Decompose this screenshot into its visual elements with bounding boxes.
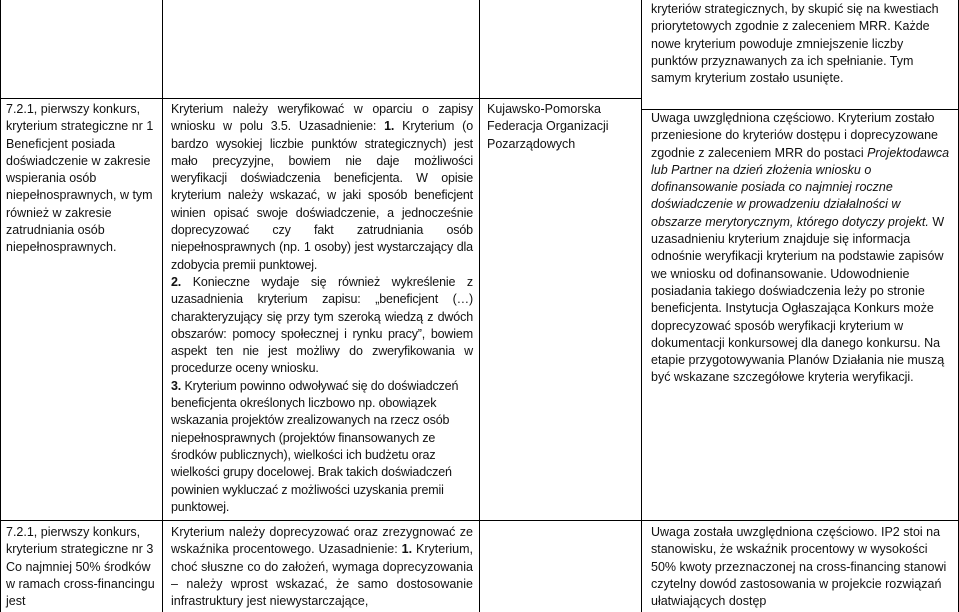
criterion-text: 7.2.1, pierwszy konkurs, kryterium strategiczne nr 1 Beneficjent posiada doświadczenie w zakresie wspierania osób niepełnosprawnych, w tym również w zakresie zatrudniania osób niepełnosprawnych. [6, 102, 154, 255]
remark-text: Kryterium (o bardzo wysokiej liczbie punktów strategicznych) jest mało precyzyjne, bowiem nie daje możliwości weryfikacji doświadczenia beneficjenta. W opisie kryterium należy wskazać, w jaki sposób beneficjent winien opisać swoje doświadczenie, a jednocześnie doprecyzować czy fakt zatrudniania osób niepełnosprawnych (np. 1 osoby) jest wystarczający dla zdobycia premii punktowej. [171, 119, 473, 272]
response-quote: Projektodawca lub Partner na dzień złożenia wniosku o dofinansowanie posiada co najmniej roczne doświadczenie w prowadzeniu działalności w obszarze merytorycznym, którego dotyczy projekt. [651, 145, 950, 229]
criterion-cell [6, 524, 158, 610]
response-cell-continued [651, 1, 953, 87]
remark-paragraph [171, 524, 473, 610]
remark-intro: Kryterium należy weryfikować w oparciu o zapisy wniosku w polu 3.5. Uzasadnienie: [171, 102, 473, 134]
remark-number: 2. [171, 274, 182, 289]
response-cell [651, 524, 953, 610]
response-text: kryteriów strategicznych, by skupić się na kwestiach priorytetowych zgodnie z zaleceniem MRR. Każde nowe kryterium powoduje zmniejszenie liczby punktów przyznawanych za ich spełnianie. Tym samym kryterium zostało usunięte. [651, 2, 939, 86]
remark-intro: Kryterium należy doprecyzować oraz zrezygnować ze wskaźnika procentowego. Uzasadnienie: [171, 525, 473, 557]
remark-paragraph [171, 101, 473, 274]
remark-number: 1. [401, 542, 413, 557]
criterion-cell [6, 101, 158, 257]
response-text: Uwaga uwzględniona częściowo. Kryterium zostało przeniesione do kryteriów dostępu i doprecyzowane zgodnie z zaleceniem MRR do postaci [651, 111, 938, 160]
remark-text: Kryterium powinno odwoływać się do doświadczeń beneficjenta określonych liczbowo np. obowiązek wskazania projektów zrealizowanych na rzecz osób niepełnosprawnych (projektów finansowanych ze środków publicznych), wielkości ich budżetu oraz wielkości grupy docelowej. Brak takich doświadczeń powinien wykluczać z możliwości uzyskania premii punktowej. [171, 378, 459, 514]
row-border [0, 520, 959, 521]
remark-cell [171, 101, 473, 516]
response-cell [651, 110, 953, 387]
response-text: Uwaga została uwzględniona częściowo. IP2 stoi na stanowisku, że wskaźnik procentowy w wysokości 50% kwoty przeznaczonej na cross-financing stanowi czytelny dowód zastosowania w projekcie rozwiązań ułatwiających dostęp [651, 525, 947, 609]
remark-paragraph [171, 378, 473, 516]
remark-text: Kryterium, choć słuszne co do założeń, wymaga doprecyzowania – należy wprost wskazać, że samo dostosowanie infrastruktury jest niewystarczające, [171, 542, 473, 609]
source-text: Kujawsko-Pomorska Federacja Organizacji Pozarządowych [487, 102, 609, 151]
criterion-text: 7.2.1, pierwszy konkurs, kryterium strategiczne nr 3 Co najmniej 50% środków w ramach cross-financingu jest [6, 525, 155, 609]
remark-number: 3. [171, 378, 182, 393]
remark-paragraph [171, 274, 473, 378]
remark-number: 1. [384, 119, 395, 134]
row-border [0, 98, 642, 99]
response-text: W uzasadnieniu kryterium znajduje się informacja odnośnie weryfikacji kryterium na podstawie zapisów we wniosku od dofinansowanie. Udowodnienie posiadania takiego doświadczenia leży po stronie beneficjenta. Instytucja Ogłaszająca Konkurs może doprecyzować sposób weryfikacji kryterium w dokumentacji konkursowej dla danego konkursu. Na etapie przygotowywania Planów Działania nie muszą być wskazane szczegółowe kryteria weryfikacji. [651, 214, 945, 385]
response-paragraph [651, 110, 953, 387]
remark-text: Konieczne wydaje się również wykreślenie z uzasadnienia kryterium zapisu: „beneficjent (…) charakteryzujący się przy tym szeroką wiedzą z dwóch obszarów: pomocy społecznej i rynku pracy”, bowiem aspekt ten nie jest możliwy do zweryfikowania w procedurze oceny wniosku. [171, 274, 473, 376]
remark-cell [171, 524, 473, 610]
source-cell [487, 101, 635, 153]
